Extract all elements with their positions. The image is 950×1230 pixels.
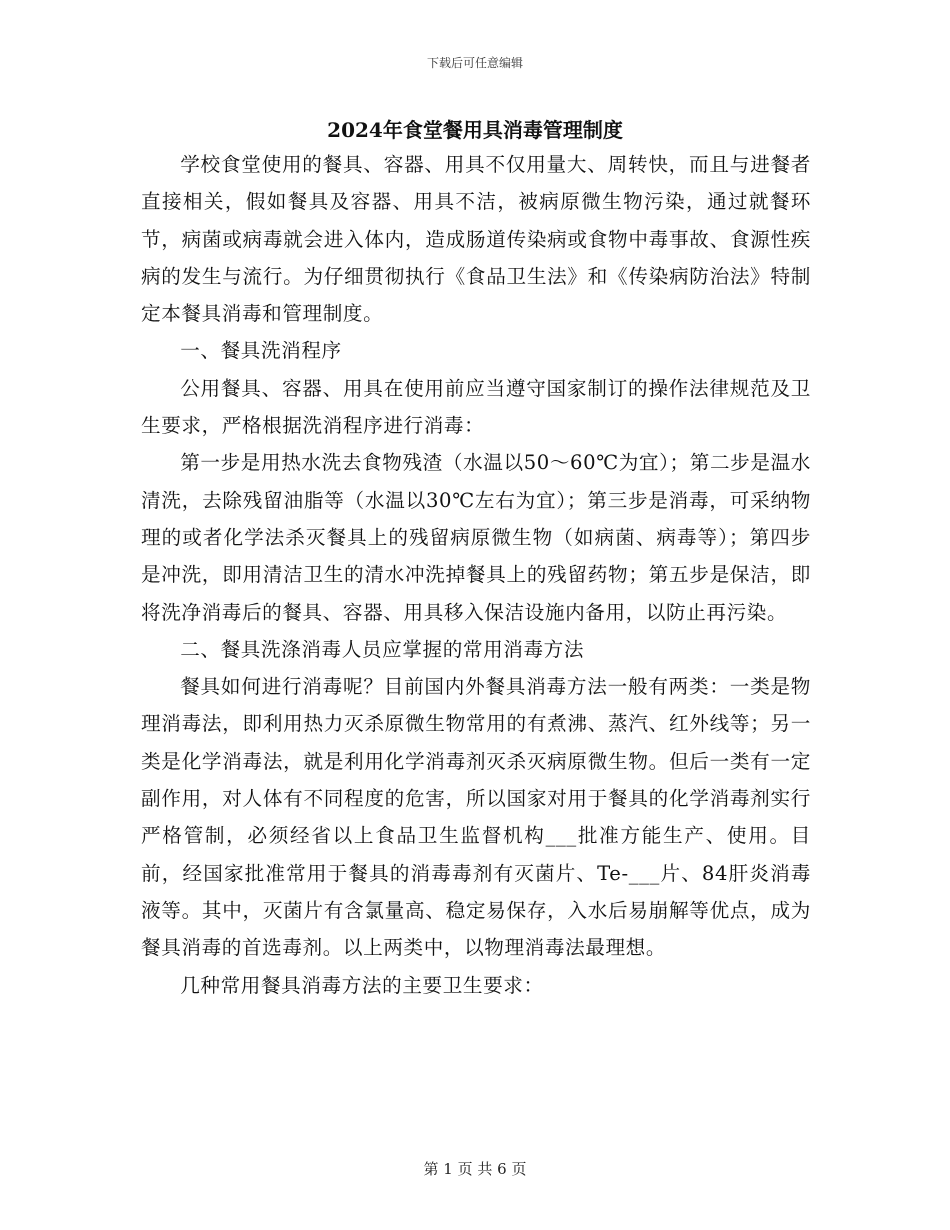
document-body (141, 146, 811, 1004)
section-heading-1: 一、餐具洗消程序 (180, 339, 342, 363)
header-note: 下载后可任意编辑 (426, 56, 523, 70)
paragraph-intro: 学校食堂使用的餐具、容器、用具不仅用量大、周转快，而且与进餐者直接相关，假如餐具及容器、用具不洁，被病原微生物污染，通过就餐环节，病菌或病毒就会进入体内，造成肠道传染病或食物中毒事故、食源性疾病的发生与流行。为仔细贯彻执行《食品卫生法》和《传染病防治法》特制定本餐具消毒和管理制度。 (141, 153, 811, 326)
paragraph-requirements: 公用餐具、容器、用具在使用前应当遵守国家制订的操作法律规范及卫生要求，严格根据洗消程序进行消毒： (141, 376, 811, 438)
paragraph-steps: 第一步是用热水洗去食物残渣（水温以50～60℃为宜）；第二步是温水清洗，去除残留油脂等（水温以30℃左右为宜）；第三步是消毒，可采纳物理的或者化学法杀灭餐具上的残留病原微生物（如病菌、病毒等）；第四步是冲洗，即用清洁卫生的清水冲洗掉餐具上的残留药物；第五步是保洁，即将洗净消毒后的餐具、容器、用具移入保洁设施内备用，以防止再污染。 (141, 451, 811, 624)
paragraph-requirements-intro: 几种常用餐具消毒方法的主要卫生要求： (180, 973, 544, 997)
section-heading-2: 二、餐具洗涤消毒人员应掌握的常用消毒方法 (180, 637, 585, 661)
page-number: 第 1 页 共 6 页 (423, 1160, 527, 1178)
document-title: 2024年食堂餐用具消毒管理制度 (327, 118, 623, 142)
paragraph-methods: 餐具如何进行消毒呢？目前国内外餐具消毒方法一般有两类：一类是物理消毒法，即利用热力灭杀原微生物常用的有煮沸、蒸汽、红外线等；另一类是化学消毒法，就是利用化学消毒剂灭杀灭病原微生物。但后一类有一定副作用，对人体有不同程度的危害，所以国家对用于餐具的化学消毒剂实行严格管制，必须经省以上食品卫生监督机构___批准方能生产、使用。目前，经国家批准常用于餐具的消毒毒剂有灭菌片、Te-___片、84肝炎消毒液等。其中，灭菌片有含氯量高、稳定易保存，入水后易崩解等优点，成为餐具消毒的首选毒剂。以上两类中，以物理消毒法最理想。 (141, 675, 811, 960)
